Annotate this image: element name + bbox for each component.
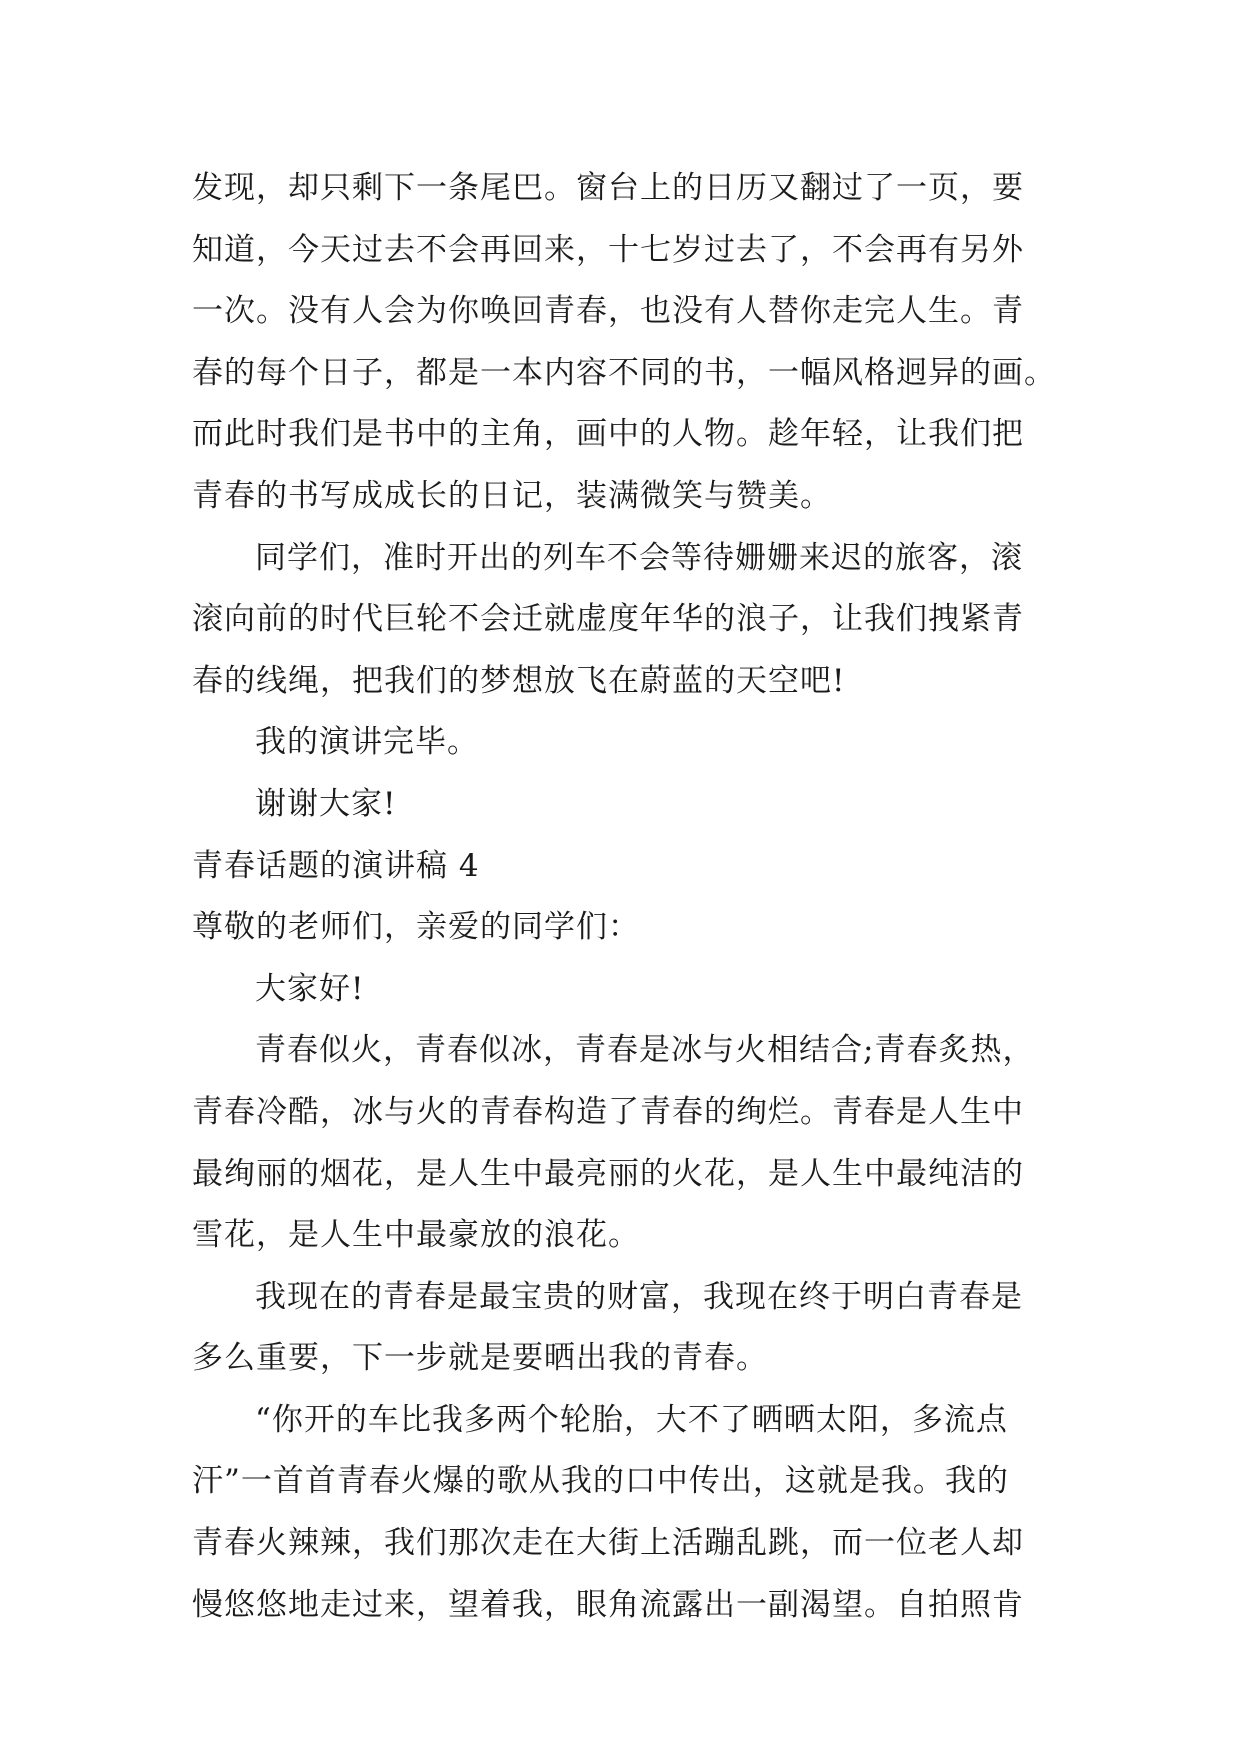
text-line: 慢悠悠地走过来，望着我，眼角流露出一副渴望。自拍照肯 [192, 1586, 1024, 1623]
text-line: 青春的书写成成长的日记，装满微笑与赞美。 [192, 477, 832, 514]
text-line: 雪花，是人生中最豪放的浪花。 [192, 1217, 640, 1254]
text-line: 春的线绳，把我们的梦想放飞在蔚蓝的天空吧! [192, 662, 846, 699]
text-line: 青春火辣辣，我们那次走在大街上活蹦乱跳，而一位老人却 [192, 1525, 1024, 1562]
text-line: 我的演讲完毕。 [255, 724, 479, 761]
text-line: 最绚丽的烟花，是人生中最亮丽的火花，是人生中最纯洁的 [192, 1155, 1024, 1192]
text-line: “你开的车比我多两个轮胎，大不了晒晒太阳，多流点 [255, 1401, 1008, 1438]
text-line: 滚向前的时代巨轮不会迁就虚度年华的浪子，让我们拽紧青 [192, 601, 1024, 638]
text-line: 多么重要，下一步就是要晒出我的青春。 [192, 1340, 768, 1377]
text-line: 尊敬的老师们，亲爱的同学们： [192, 909, 640, 946]
text-line: 谢谢大家! [255, 785, 397, 822]
text-line: 春的每个日子，都是一本内容不同的书，一幅风格迥异的画。 [192, 354, 1056, 391]
text-line: 青春冷酷，冰与火的青春构造了青春的绚烂。青春是人生中 [192, 1093, 1024, 1130]
text-line: 我现在的青春是最宝贵的财富，我现在终于明白青春是 [255, 1278, 1023, 1315]
text-line: 青春话题的演讲稿 4 [192, 847, 480, 884]
text-line: 发现，却只剩下一条尾巴。窗台上的日历又翻过了一页，要 [192, 170, 1024, 206]
text-line: 大家好! [255, 970, 365, 1007]
text-line: 汗”一首首青春火爆的歌从我的口中传出，这就是我。我的 [192, 1463, 1009, 1500]
document-body [192, 158, 1060, 1636]
text-line: 同学们，准时开出的列车不会等待姗姗来迟的旅客，滚 [255, 539, 1023, 576]
text-line: 知道，今天过去不会再回来，十七岁过去了，不会再有另外 [192, 231, 1024, 268]
text-line: 而此时我们是书中的主角，画中的人物。趁年轻，让我们把 [192, 416, 1024, 453]
text-line: 青春似火，青春似冰，青春是冰与火相结合;青春炙热， [255, 1032, 1035, 1069]
text-line: 一次。没有人会为你唤回青春，也没有人替你走完人生。青 [192, 293, 1024, 330]
